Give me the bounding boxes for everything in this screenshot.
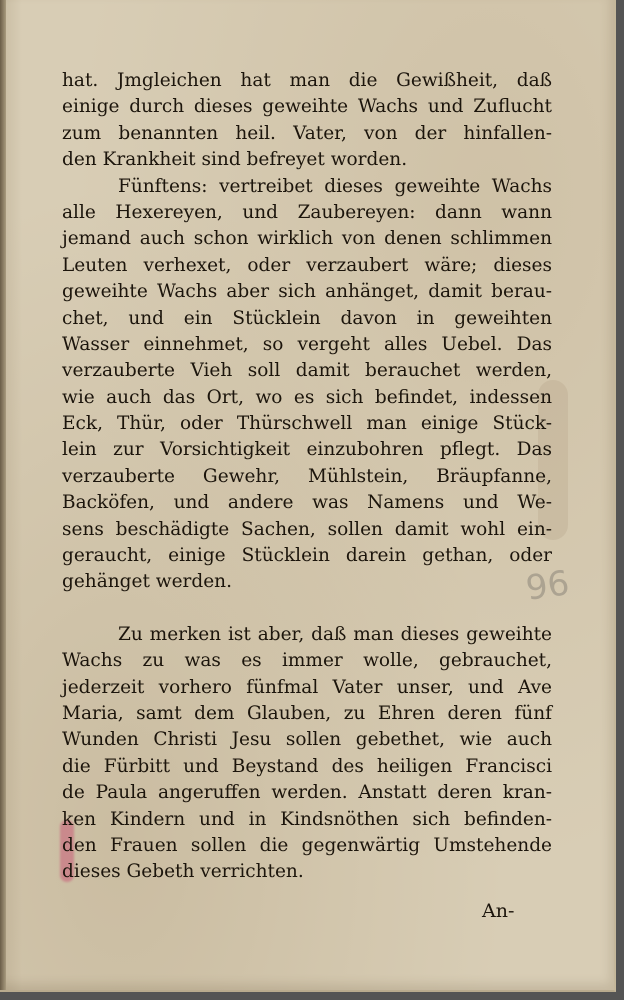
text-line: ken Kindern und in Kindsnöthen sich befinden- <box>62 808 552 830</box>
text-line: alle Hexereyen, und Zaubereyen: dann wann <box>62 201 552 223</box>
text-line: Leuten verhexet, oder verzaubert wäre; dieses <box>62 254 552 276</box>
catchword: An- <box>482 900 515 922</box>
paragraph-3 <box>62 622 552 886</box>
text-line: den Frauen sollen die gegenwärtig Umstehende <box>62 834 552 856</box>
text-line: verzauberte Vieh soll damit berauchet werden, <box>62 360 552 382</box>
text-line: Wachs zu was es immer wolle, gebrauchet, <box>62 650 552 672</box>
text-line: geraucht, einige Stücklein darein gethan, oder <box>62 545 552 567</box>
text-line: Fünftens: vertreibet dieses geweihte Wachs <box>118 175 552 197</box>
text-line: den Krankheit sind befreyet worden. <box>62 149 408 171</box>
text-line: Zu merken ist aber, daß man dieses geweihte <box>118 623 552 645</box>
text-line: geweihte Wachs aber sich anhänget, damit berau- <box>62 281 552 303</box>
paragraph-2 <box>62 174 552 596</box>
paragraph-1 <box>62 68 552 174</box>
text-line: Wasser einnehmet, so vergeht alles Uebel. Das <box>62 333 552 355</box>
text-line: verzauberte Gewehr, Mühlstein, Bräupfanne, <box>62 465 552 487</box>
text-line: zum benannten heil. Vater, von der hinfallen- <box>62 122 552 144</box>
text-line: chet, und ein Stücklein davon in geweihten <box>62 307 552 329</box>
text-line: jemand auch schon wirklich von denen schlimmen <box>62 228 552 250</box>
text-line: gehänget werden. <box>62 571 232 593</box>
text-line: jederzeit vorhero fünfmal Vater unser, und Ave <box>62 676 552 698</box>
text-line: Maria, samt dem Glauben, zu Ehren deren fünf <box>62 702 552 724</box>
text-line: Backöfen, und andere was Namens und We- <box>62 492 552 514</box>
text-line: Wunden Christi Jesu sollen gebethet, wie auch <box>62 729 552 751</box>
paragraph-gap <box>62 596 552 622</box>
text-line: die Fürbitt und Beystand des heiligen Francisci <box>62 755 552 777</box>
text-line: de Paula angeruffen werden. Anstatt deren kran- <box>62 782 552 804</box>
text-line: sens beschädigte Sachen, sollen damit wohl ein- <box>62 518 552 540</box>
pencil-page-number: 96 <box>523 563 572 609</box>
body-text <box>62 68 552 886</box>
binding-edge <box>0 0 6 990</box>
text-line: wie auch das Ort, wo es sich befindet, indessen <box>62 386 552 408</box>
text-line: hat. Jmgleichen hat man die Gewißheit, daß <box>62 70 552 91</box>
text-line: lein zur Vorsichtigkeit einzubohren pflegt. Das <box>62 439 552 461</box>
text-line: einige durch dieses geweihte Wachs und Zuflucht <box>62 96 552 118</box>
text-line: Eck, Thür, oder Thürschwell man einige Stück- <box>62 413 552 435</box>
text-line: dieses Gebeth verrichten. <box>62 861 304 883</box>
